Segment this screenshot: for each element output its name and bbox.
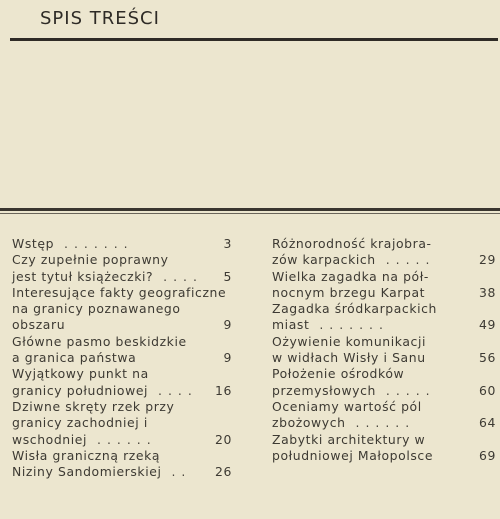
toc-leader-dots: .. xyxy=(161,464,192,480)
toc-entry-line xyxy=(12,448,244,464)
toc-entry-text: Zabytki architektury w xyxy=(272,431,426,447)
toc-entry-line xyxy=(272,252,498,268)
toc-entry-line xyxy=(272,383,498,399)
toc-page-number: 3 xyxy=(223,236,232,251)
toc-entry-text: Wisła graniczną rzeką xyxy=(12,447,161,463)
toc-entry-line xyxy=(12,252,244,268)
toc-entry-text: obszaru xyxy=(12,317,66,333)
toc-entry-line xyxy=(272,366,498,382)
toc-entry-text: granicy zachodniej i xyxy=(12,415,148,431)
toc-right-column xyxy=(272,236,498,464)
toc-entry-line xyxy=(12,366,244,382)
toc-entry-text: Wstęp xyxy=(12,236,55,251)
toc-entry-text: Interesujące fakty geograficzne xyxy=(12,284,227,300)
toc-entry-text: na granicy poznawanego xyxy=(12,301,181,317)
toc-entry-line xyxy=(272,269,498,285)
toc-leader-dots: .... xyxy=(153,268,203,284)
toc-entry-line xyxy=(272,317,498,333)
toc-entry-line xyxy=(272,350,498,366)
toc-page-number: 49 xyxy=(479,317,496,333)
toc-entry-text: w widłach Wisły i Sanu xyxy=(272,350,426,366)
page-title: SPIS TREŚCI xyxy=(40,8,160,29)
toc-entry-line xyxy=(12,285,244,301)
toc-entry-line xyxy=(272,399,498,415)
toc-entry-text: wschodniej xyxy=(12,431,88,447)
toc-entry-text: Dziwne skręty rzek przy xyxy=(12,398,175,414)
toc-leader-dots: ...... xyxy=(87,431,157,447)
toc-entry-text: Niziny Sandomierskiej xyxy=(12,464,162,480)
toc-page-number: 26 xyxy=(215,464,232,480)
toc-entry-line xyxy=(12,236,244,252)
toc-leader-dots: ..... xyxy=(375,382,436,398)
toc-leader-dots: ....... xyxy=(309,317,389,333)
toc-page-number: 69 xyxy=(479,447,496,463)
toc-entry-text: zów karpackich xyxy=(272,252,376,268)
toc-entry-line xyxy=(272,285,498,301)
toc-entry-text: granicy południowej xyxy=(12,382,149,398)
toc-entry-line xyxy=(12,269,244,285)
toc-leader-dots: ...... xyxy=(345,415,416,431)
toc-entry-text: Oceniamy wartość pól xyxy=(272,398,422,414)
toc-entry-line xyxy=(12,383,244,399)
toc-page-number: 64 xyxy=(479,415,496,431)
toc-page-number: 56 xyxy=(479,350,496,366)
toc-entry-line xyxy=(12,432,244,448)
toc-leader-dots: ..... xyxy=(375,252,436,268)
toc-page-number: 16 xyxy=(215,382,232,398)
toc-entry-text: Wyjątkowy punkt na xyxy=(12,366,149,382)
toc-entry-text: Główne pasmo beskidzkie xyxy=(12,333,187,349)
toc-entry-line xyxy=(272,415,498,431)
toc-page-number: 29 xyxy=(479,252,496,268)
toc-entry-text: Położenie ośrodków xyxy=(272,366,405,382)
toc-entry-text: a granica państwa xyxy=(12,350,137,366)
toc-entry-line xyxy=(272,236,498,252)
toc-entry-text: Ożywienie komunikacji xyxy=(272,333,427,349)
toc-page-number: 20 xyxy=(215,431,232,447)
toc-entry-text: przemysłowych xyxy=(272,382,376,398)
toc-entry-text: zbożowych xyxy=(272,415,346,431)
toc-entry-line xyxy=(272,448,498,464)
toc-page-number: 60 xyxy=(479,382,496,398)
toc-entry-line xyxy=(12,415,244,431)
toc-left-column xyxy=(12,236,244,480)
toc-entry-line xyxy=(12,334,244,350)
toc-entry-line xyxy=(12,399,244,415)
title-rule xyxy=(10,38,498,41)
toc-entry-text: nocnym brzegu Karpat xyxy=(272,284,426,300)
section-rule xyxy=(0,208,500,211)
toc-entry-line xyxy=(272,334,498,350)
toc-entry-line xyxy=(12,464,244,480)
toc-entry-line xyxy=(12,301,244,317)
toc-entry-line xyxy=(12,350,244,366)
toc-leader-dots: ....... xyxy=(54,236,134,251)
toc-entry-text: Różnorodność krajobra- xyxy=(272,236,432,251)
toc-entry-text: Zagadka śródkarpackich xyxy=(272,301,438,317)
toc-entry-text: Czy zupełnie poprawny xyxy=(12,252,169,268)
toc-entry-line xyxy=(272,432,498,448)
toc-entry-text: Wielka zagadka na pół- xyxy=(272,268,429,284)
toc-leader-dots: .... xyxy=(148,382,198,398)
toc-page-number: 5 xyxy=(223,268,232,284)
toc-entry-text: południowej Małopolsce xyxy=(272,447,434,463)
toc-page-number: 38 xyxy=(479,284,496,300)
toc-entry-text: jest tytuł książeczki? xyxy=(12,268,154,284)
toc-entry-line xyxy=(12,317,244,333)
toc-entry-text: miast xyxy=(272,317,310,333)
toc-page-number: 9 xyxy=(223,317,232,333)
toc-entry-line xyxy=(272,301,498,317)
toc-page-number: 9 xyxy=(223,350,232,366)
